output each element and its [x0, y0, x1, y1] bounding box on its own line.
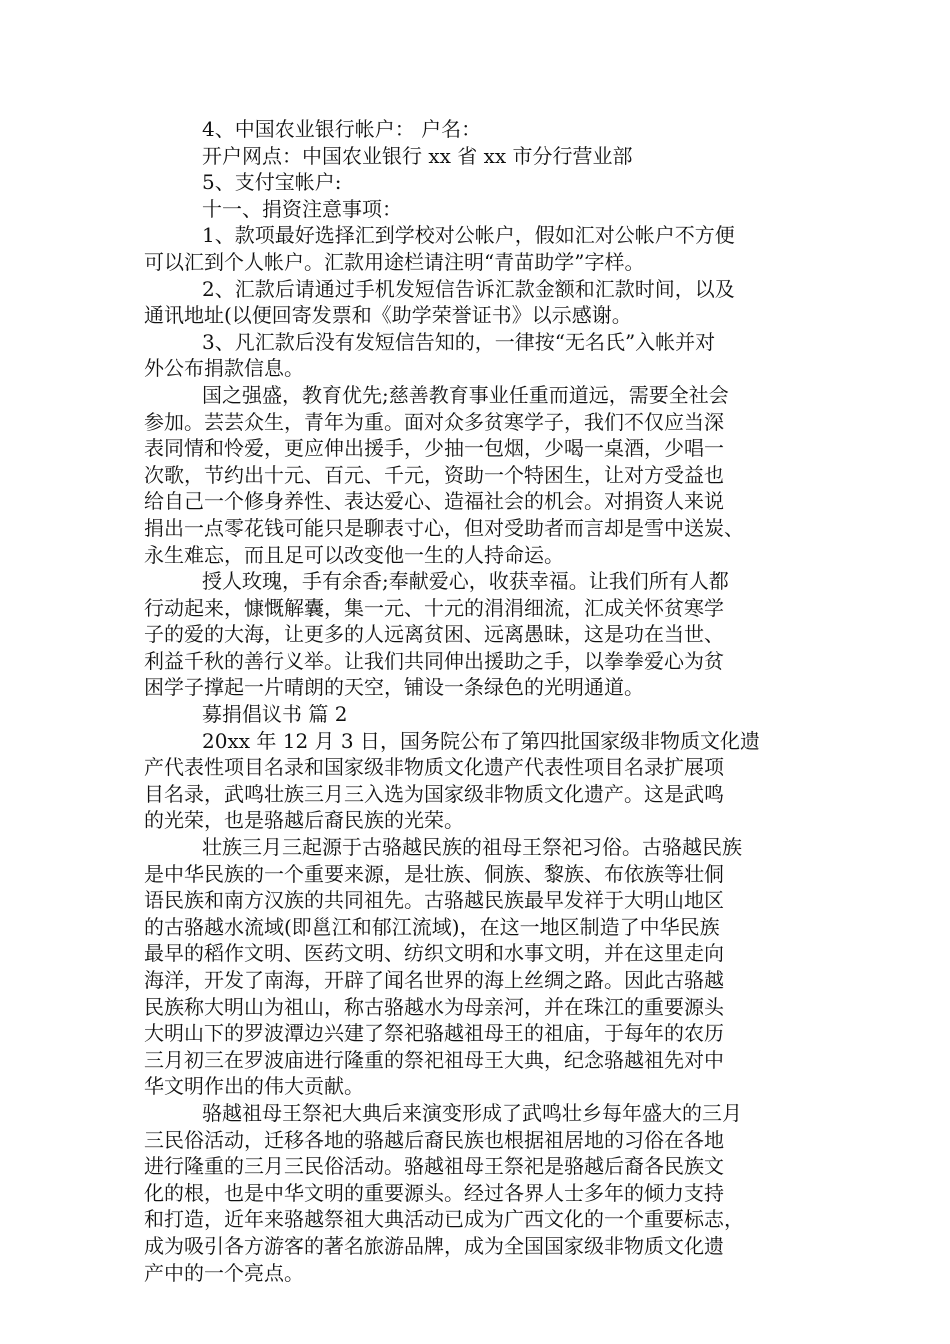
text-line: 捐出一点零花钱可能只是聊表寸心，但对受助者而言却是雪中送炭、: [144, 515, 744, 540]
text-line: 化的根，也是中华文明的重要源头。经过各界人士多年的倾力支持: [144, 1180, 724, 1205]
text-line: 子的爱的大海，让更多的人远离贫困、远离愚昧，这是功在当世、: [144, 622, 724, 647]
text-line: 大明山下的罗波潭边兴建了祭祀骆越祖母王的祖庙，于每年的农历: [144, 1021, 724, 1046]
text-line: 民族称大明山为祖山，称古骆越水为母亲河，并在珠江的重要源头: [144, 994, 724, 1019]
text-line: 外公布捐款信息。: [144, 356, 304, 381]
text-line: 20xx 年 12 月 3 日，国务院公布了第四批国家级非物质文化遗: [202, 728, 760, 753]
text-line: 三月初三在罗波庙进行隆重的祭祀祖母王大典，纪念骆越祖先对中: [144, 1047, 724, 1072]
text-line: 开户网点：中国农业银行 xx 省 xx 市分行营业部: [202, 143, 633, 168]
text-line: 的古骆越水流域(即邕江和郁江流域)，在这一地区制造了中华民族: [144, 914, 720, 939]
text-line: 2、汇款后请通过手机发短信告诉汇款金额和汇款时间，以及: [202, 276, 735, 301]
text-line: 可以汇到个人帐户。汇款用途栏请注明“青苗助学”字样。: [144, 249, 645, 274]
text-line: 三民俗活动，迁移各地的骆越后裔民族也根据祖居地的习俗在各地: [144, 1127, 724, 1152]
text-line: 壮族三月三起源于古骆越民族的祖母王祭祀习俗。古骆越民族: [202, 835, 742, 860]
text-line: 语民族和南方汉族的共同祖先。古骆越民族最早发祥于大明山地区: [144, 888, 724, 913]
text-line: 是中华民族的一个重要来源，是壮族、侗族、黎族、布依族等壮侗: [144, 861, 724, 886]
document-body: [144, 116, 824, 1286]
text-line: 给自己一个修身养性、表达爱心、造福社会的机会。对捐资人来说: [144, 489, 724, 514]
text-line: 行动起来，慷慨解囊，集一元、十元的涓涓细流，汇成关怀贫寒学: [144, 595, 724, 620]
text-line: 和打造，近年来骆越祭祖大典活动已成为广西文化的一个重要标志，: [144, 1207, 744, 1232]
text-line: 目名录，武鸣壮族三月三入选为国家级非物质文化遗产。这是武鸣: [144, 781, 724, 806]
text-line: 1、款项最好选择汇到学校对公帐户，假如汇对公帐户不方便: [202, 223, 735, 248]
text-line: 的光荣，也是骆越后裔民族的光荣。: [144, 808, 464, 833]
text-line: 永生难忘，而且足可以改变他一生的人持命运。: [144, 542, 564, 567]
text-line: 3、凡汇款后没有发短信告知的，一律按“无名氏”入帐并对: [202, 329, 716, 354]
text-line: 华文明作出的伟大贡献。: [144, 1074, 364, 1099]
text-line: 参加。芸芸众生，青年为重。面对众多贫寒学子，我们不仅应当深: [144, 409, 724, 434]
text-line: 最早的稻作文明、医药文明、纺织文明和水事文明，并在这里走向: [144, 941, 724, 966]
text-line: 募捐倡议书 篇 2: [202, 702, 348, 727]
text-line: 成为吸引各方游客的著名旅游品牌，成为全国国家级非物质文化遗: [144, 1233, 724, 1258]
text-line: 5、支付宝帐户:: [202, 170, 342, 195]
text-line: 进行隆重的三月三民俗活动。骆越祖母王祭祀是骆越后裔各民族文: [144, 1154, 724, 1179]
text-line: 十一、捐资注意事项：: [202, 196, 402, 221]
text-line: 通讯地址(以便回寄发票和《助学荣誉证书》以示感谢。: [144, 303, 632, 328]
text-line: 产代表性项目名录和国家级非物质文化遗产代表性项目名录扩展项: [144, 755, 724, 780]
text-line: 利益千秋的善行义举。让我们共同伸出援助之手，以拳拳爱心为贫: [144, 648, 724, 673]
text-line: 产中的一个亮点。: [144, 1260, 304, 1285]
text-line: 4、中国农业银行帐户： 户名：: [202, 117, 482, 141]
text-line: 海洋，开发了南海，开辟了闻名世界的海上丝绸之路。因此古骆越: [144, 968, 724, 992]
text-line: 授人玫瑰，手有余香;奉献爱心，收获幸福。让我们所有人都: [202, 569, 729, 594]
text-line: 次歌，节约出十元、百元、千元，资助一个特困生，让对方受益也: [144, 462, 724, 487]
text-line: 国之强盛，教育优先;慈善教育事业任重而道远，需要全社会: [202, 382, 729, 407]
text-line: 困学子撑起一片晴朗的天空，铺设一条绿色的光明通道。: [144, 675, 644, 700]
text-line: 表同情和怜爱，更应伸出援手，少抽一包烟，少喝一桌酒，少唱一: [144, 436, 724, 461]
text-line: 骆越祖母王祭祀大典后来演变形成了武鸣壮乡每年盛大的三月: [202, 1100, 742, 1125]
